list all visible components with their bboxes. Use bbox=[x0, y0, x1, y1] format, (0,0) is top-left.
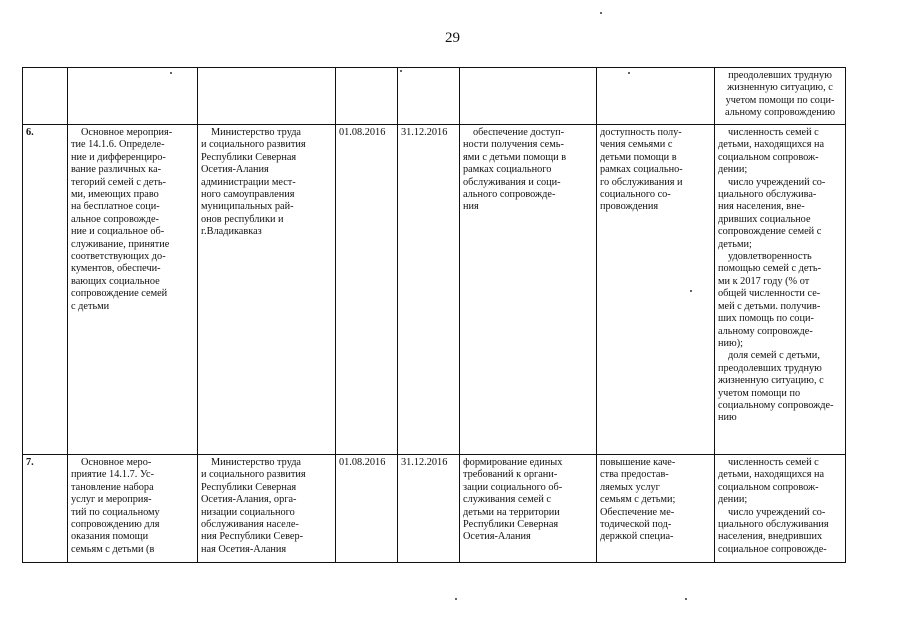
executor-cell: Министерство труда и социального развития Республики Северная Осетия-Алания, орга- низации социального обслуживания населе- ния Республики Север- ная Осетия-Алания bbox=[198, 455, 336, 563]
indicator-text: удовлетворенность помощью семей с деть- ми к 2017 году (% от общей численности се- мей с детьми. получив- ших помощь по соци- альному сопровожде- нию); bbox=[718, 251, 822, 349]
start-date-cell: 01.08.2016 bbox=[336, 455, 398, 563]
start-date-cell bbox=[336, 68, 398, 125]
scan-speck bbox=[690, 290, 692, 292]
activities-table bbox=[22, 67, 846, 563]
end-date-cell: 31.12.2016 bbox=[398, 125, 460, 455]
indicator-text: доля семей с детьми, преодолевших трудную жизненную ситуацию, с учетом помощи по социальному сопровожде- нию bbox=[718, 350, 834, 424]
end-date-cell bbox=[398, 68, 460, 125]
result-cell bbox=[460, 68, 597, 125]
end-date-cell: 31.12.2016 bbox=[398, 455, 460, 563]
number-cell: 6. bbox=[23, 125, 68, 455]
indicator-text: число учреждений со- циального обслужива- ния населения, вне- дривших социальное сопровождение семей с детьми; bbox=[718, 176, 826, 250]
executor-cell: Министерство труда и социального развития Республики Северная Осетия-Алания администрации мест- ного самоуправления муниципальных рай- онов республики и г.Владикавказ bbox=[198, 125, 336, 455]
indicators-cell bbox=[715, 455, 846, 563]
page-number: 29 bbox=[445, 30, 460, 46]
indicators-cell bbox=[715, 125, 846, 455]
scan-speck bbox=[600, 12, 602, 14]
table-row bbox=[23, 125, 846, 455]
indicator-text: численность семей с детьми, находящихся на социальном сопровож- дении; bbox=[718, 127, 825, 176]
table-row bbox=[23, 68, 846, 125]
effect-cell: повышение каче- ства предостав- ляемых услуг семьям с детьми; Обеспечение ме- тодической под- держкой специа- bbox=[597, 455, 715, 563]
scan-speck bbox=[400, 70, 402, 72]
effect-cell: доступность полу- чения семьями с детьми помощи в рамках социально- го обслуживания и социального со- провождения bbox=[597, 125, 715, 455]
table-row bbox=[23, 455, 846, 563]
effect-cell bbox=[597, 68, 715, 125]
indicator-text: численность семей с детьми, находящихся на социальном сопровож- дении; bbox=[718, 457, 825, 506]
activity-cell: Основное мероприя- тие 14.1.6. Определе- ние и дифференциро- вание различных ка- тегорий семей с деть- ми, имеющих право на бесплатное соци- альное сопровожде- ние и социальное об- служивание, принятие соответствующих до- кументов, обеспечи- вающих социальное сопровождение семей с детьми bbox=[68, 125, 198, 455]
scan-speck bbox=[455, 598, 457, 600]
scan-speck bbox=[170, 72, 172, 74]
number-cell: 7. bbox=[23, 455, 68, 563]
result-cell: формирование единых требований к органи- зации социального об- служивания семей с детьми на территории Республики Северная Осетия-Алания bbox=[460, 455, 597, 563]
activity-cell: Основное меро- приятие 14.1.7. Ус- тановление набора услуг и мероприя- тий по социальному сопровождению для оказания помощи семьям с детьми (в bbox=[68, 455, 198, 563]
scan-speck bbox=[685, 598, 687, 600]
result-cell: обеспечение доступ- ности получения семь- ями с детьми помощи в рамках социального обслуживания и соци- ального сопровожде- ния bbox=[460, 125, 597, 455]
activity-cell bbox=[68, 68, 198, 125]
number-cell bbox=[23, 68, 68, 125]
indicator-text: число учреждений со- циального обслуживания населения, внедривших социальное сопровожде- bbox=[718, 506, 829, 555]
executor-cell bbox=[198, 68, 336, 125]
start-date-cell: 01.08.2016 bbox=[336, 125, 398, 455]
scan-speck bbox=[628, 72, 630, 74]
indicator-text: преодолевших трудную жизненную ситуацию, с учетом помощи по соци- альному сопровождению bbox=[724, 70, 836, 119]
indicators-cell bbox=[715, 68, 846, 125]
